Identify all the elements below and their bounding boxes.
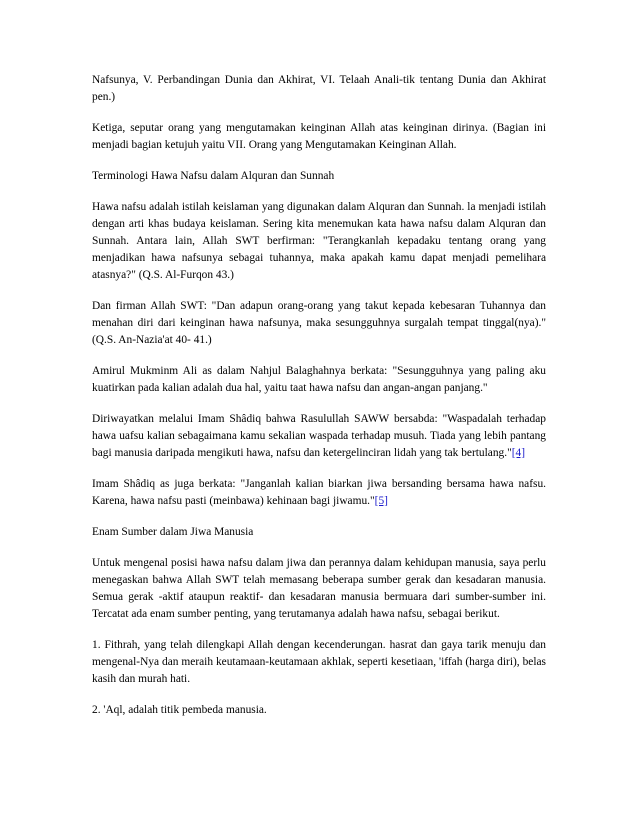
paragraph-4 — [92, 298, 546, 349]
paragraph-7-text: Imam Shâdiq as juga berkata: "Janganlah kalian biarkan jiwa bersanding bersama hawa nafsu. Karena, hawa nafsu pasti (meinbawa) kehinaan bagi jiwamu." — [92, 478, 546, 507]
paragraph-2-text: Ketiga, seputar orang yang mengutamakan keinginan Allah atas keinginan dirinya. (Bagian ini menjadi bagian ketujuh yaitu VII. Orang yang Mengutamakan Keinginan Allah. — [92, 122, 546, 151]
paragraph-4-text: Dan firman Allah SWT: "Dan adapun orang-orang yang takut kepada kebesaran Tuhannya dan menahan diri dari keinginan hawa nafsunya, maka sesungguhnya surgalah tempat tinggal(nya)."(Q.S. An-Nazia'at 40- 41.) — [92, 300, 546, 346]
paragraph-1-text: Nafsunya, V. Perbandingan Dunia dan Akhirat, VI. Telaah Anali-tik tentang Dunia dan Akhirat pen.) — [92, 74, 546, 103]
paragraph-7 — [92, 476, 546, 510]
paragraph-8-text: Untuk mengenal posisi hawa nafsu dalam jiwa dan perannya dalam kehidupan manusia, saya perlu menegaskan bahwa Allah SWT telah memasang beberapa sumber gerak dan kesadaran manusia. Semua gerak -aktif ataupun reaktif- dan kesadaran manusia bermuara dari sumber-sumber ini. Tercatat ada enam sumber penting, yang terutamanya adalah hawa nafsu, sebagai berikut. — [92, 557, 546, 620]
section-heading-terminologi-text: Terminologi Hawa Nafsu dalam Alquran dan Sunnah — [92, 170, 335, 182]
document-page — [92, 72, 546, 733]
footnote-link-5[interactable]: [5] — [374, 495, 388, 507]
section-heading-terminologi — [92, 168, 546, 185]
paragraph-3 — [92, 199, 546, 284]
paragraph-8 — [92, 555, 546, 623]
list-item-fithrah — [92, 637, 546, 688]
paragraph-2 — [92, 120, 546, 154]
list-item-fithrah-text: 1. Fithrah, yang telah dilengkapi Allah dengan kecenderungan. hasrat dan gaya tarik menuju dan mengenal-Nya dan meraih keutamaan-keutamaan akhlak, seperti kesetiaan, 'iffah (harga diri), belas kasih dan murah hati. — [92, 639, 546, 685]
paragraph-6 — [92, 411, 546, 462]
paragraph-3-text: Hawa nafsu adalah istilah keislaman yang digunakan dalam Alquran dan Sunnah. la menjadi istilah dengan arti khas budaya keislaman. Sering kita menemukan kata hawa nafsu dalam Alquran dan Sunnah. Antara lain, Allah SWT berfirman: "Terangkanlah kepadaku tentang orang yang menjadikan hawa nafsunya sebagai tuhannya, maka apakah kamu dapat menjadi pemelihara atasnya?" (Q.S. Al-Furqon 43.) — [92, 201, 546, 281]
paragraph-5-text: Amirul Mukminm Ali as dalam Nahjul Balaghahnya berkata: "Sesungguhnya yang paling aku kuatirkan pada kalian adalah dua hal, yaitu taat hawa nafsu dan angan-angan panjang." — [92, 365, 546, 394]
section-heading-enam-sumber-text: Enam Sumber dalam Jiwa Manusia — [92, 526, 254, 538]
paragraph-6-text: Diriwayatkan melalui Imam Shâdiq bahwa Rasulullah SAWW bersabda: "Waspadalah terhadap hawa uafsu kalian sebagaimana kamu sekalian waspada terhadap musuh. Tiada yang lebih pantang bagi manusia daripada mengikuti hawa, nafsu dan ketergelinciran lidah yang tak bertulang." — [92, 413, 546, 459]
section-heading-enam-sumber — [92, 524, 546, 541]
paragraph-5 — [92, 363, 546, 397]
list-item-aql-text: 2. 'Aql, adalah titik pembeda manusia. — [92, 704, 267, 716]
list-item-aql — [92, 702, 546, 719]
footnote-link-4[interactable]: [4] — [511, 447, 526, 459]
paragraph-1 — [92, 72, 546, 106]
